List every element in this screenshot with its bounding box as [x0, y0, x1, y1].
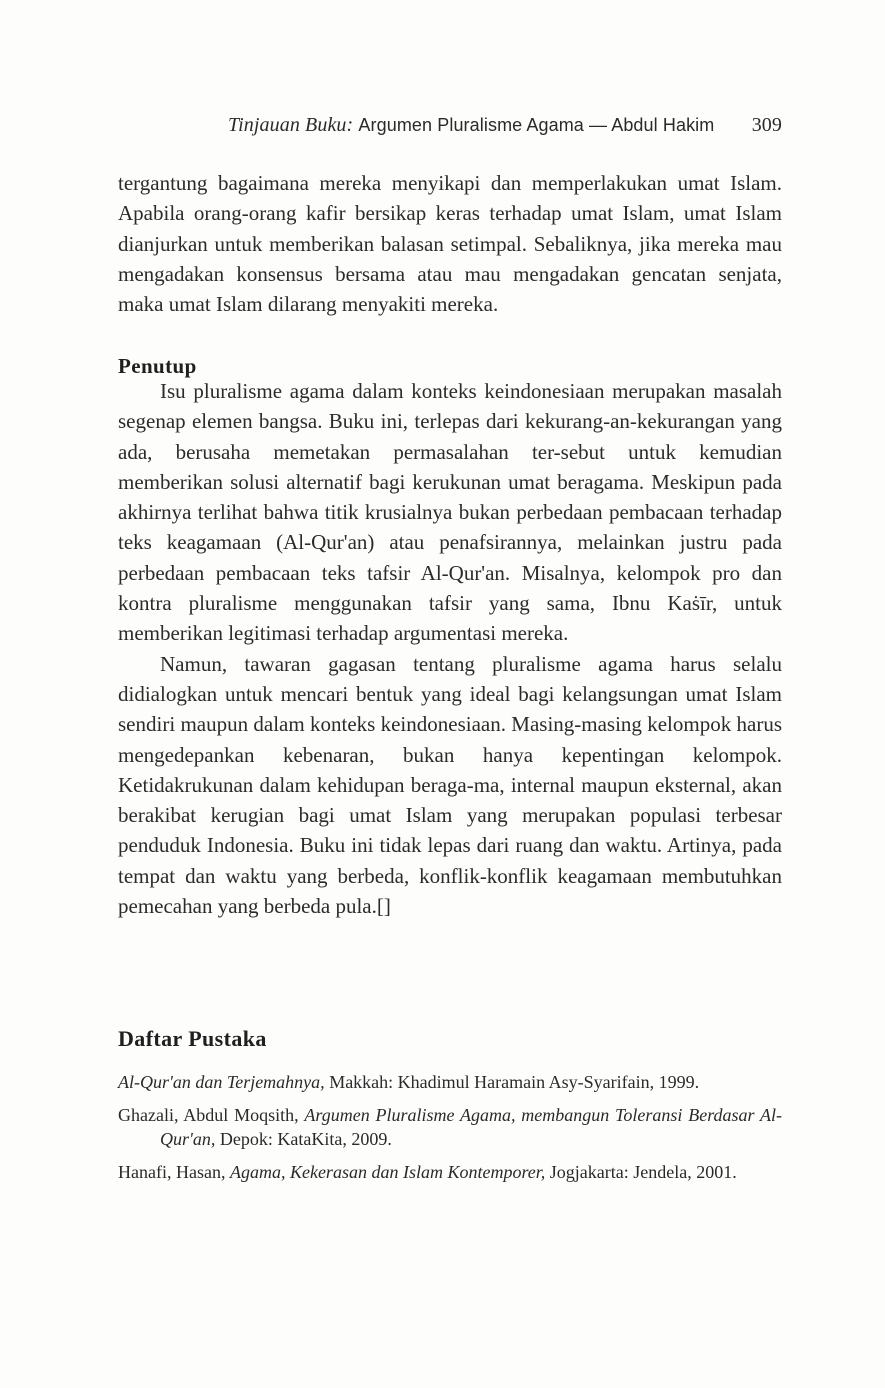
penutup-paragraph-1: Isu pluralisme agama dalam konteks keindonesiaan merupakan masalah segenap elemen bangsa. Buku ini, terlepas dari kekurang-an-kekurangan yang ada, berusaha memetakan permasalahan ter-sebut untuk kemudian memberikan solusi alternatif bagi kerukunan umat beragama. Meskipun pada akhirnya terlihat bahwa titik krusialnya bukan perbedaan pembacaan terhadap teks keagamaan (Al-Qur'an) atau penafsirannya, melainkan justru pada perbedaan pembacaan teks tafsir Al-Qur'an. Misalnya, kelompok pro dan kontra pluralisme menggunakan tafsir yang sama, Ibnu Kaṡīr, untuk memberikan legitimasi terhadap argumentasi mereka.	[118, 379, 782, 646]
penutup-paragraph-2: Namun, tawaran gagasan tentang pluralisme agama harus selalu didialogkan untuk mencari bentuk yang ideal bagi kelangsungan umat Islam sendiri maupun dalam konteks keindonesiaan. Masing-masing kelompok harus mengedepankan kebenaran, bukan hanya kepentingan kelompok. Ketidakrukunan dalam kehidupan beraga-ma, internal maupun eksternal, akan berakibat kerugian bagi umat Islam yang merupakan populasi terbesar penduduk Indonesia. Buku ini tidak lepas dari ruang dan waktu. Artinya, pada tempat dan waktu yang berbeda, konflik-konflik keagamaan membutuhkan pemecahan yang berbeda pula.[]	[118, 651, 782, 919]
reference-1-title: Al-Qur'an dan Terjemahnya,	[118, 1072, 325, 1092]
daftar-pustaka-heading: Daftar Pustaka	[118, 1026, 267, 1051]
reference-3-title: Agama, Kekerasan dan Islam Kontemporer,	[229, 1162, 546, 1182]
reference-3-rest: Jogjakarta: Jendela, 2001.	[545, 1162, 737, 1182]
page-number: 309	[751, 114, 782, 136]
header-title: Argumen Pluralisme Agama — Abdul Hakim	[358, 115, 715, 135]
reference-item-2	[118, 1103, 782, 1151]
reference-item-1	[118, 1070, 782, 1094]
running-header	[228, 114, 788, 137]
header-italic-label: Tinjauan Buku:	[228, 114, 354, 136]
reference-2-title: Argumen Pluralisme Agama, membangun Toleransi Berdasar Al-Qur'an,	[160, 1105, 782, 1149]
reference-item-3	[118, 1160, 782, 1184]
reference-3-lead: Hanafi, Hasan,	[118, 1162, 230, 1182]
intro-text-block	[118, 168, 782, 319]
intro-paragraph: tergantung bagaimana mereka menyikapi dan memperlakukan umat Islam. Apabila orang-orang kafir bersikap keras terhadap umat Islam, umat Islam dianjurkan untuk memberikan balasan setimpal. Sebaliknya, jika mereka mau mengadakan konsensus bersama atau mau mengadakan gencatan senjata, maka umat Islam dilarang menyakiti mereka.	[118, 171, 782, 317]
reference-2-rest: Depok: KataKita, 2009.	[215, 1129, 392, 1149]
reference-list	[118, 1070, 782, 1193]
penutup-text-block	[118, 376, 782, 921]
reference-2-lead: Ghazali, Abdul Moqsith,	[118, 1105, 305, 1125]
reference-1-rest: Makkah: Khadimul Haramain Asy-Syarifain, 1999.	[324, 1072, 700, 1092]
penutup-heading: Penutup	[118, 354, 197, 378]
